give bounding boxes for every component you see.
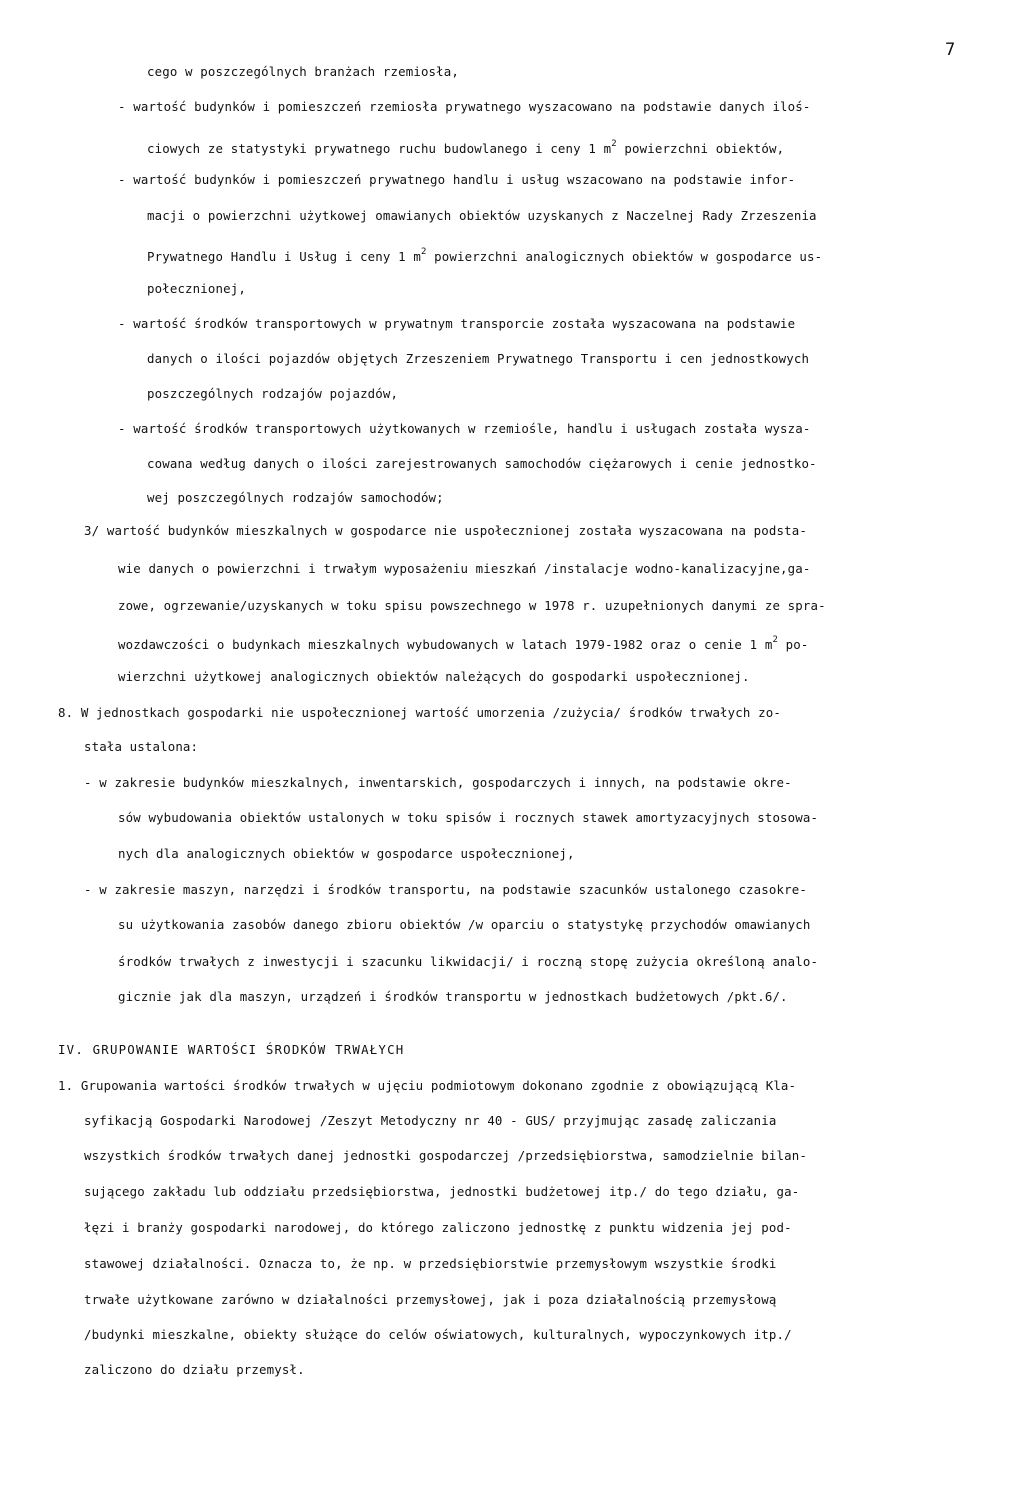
text-line: - w zakresie maszyn, narzędzi i środków transportu, na podstawie szacunków ustalonego czasokre- xyxy=(84,882,807,897)
text-line: /budynki mieszkalne, obiekty służące do celów oświatowych, kulturalnych, wypoczynkowych itp./ xyxy=(84,1327,792,1342)
text-line: Prywatnego Handlu i Usług i ceny 1 $m^2$ powierzchni analogicznych obiektów w gospodarce us- xyxy=(147,247,823,264)
text-line: ciowych ze statystyki prywatnego ruchu budowlanego i ceny 1 $m^2$ powierzchni obiektów, xyxy=(147,139,785,156)
text-line: - wartość budynków i pomieszczeń rzemiosła prywatnego wyszacowano na podstawie danych iloś- xyxy=(118,99,811,114)
text-line: - wartość budynków i pomieszczeń prywatnego handlu i usług wszacowano na podstawie infor- xyxy=(118,172,796,187)
text-line: zaliczono do działu przemysł. xyxy=(84,1362,305,1377)
text-line: poszczególnych rodzajów pojazdów, xyxy=(147,386,399,401)
text-line: sującego zakładu lub oddziału przedsiębiorstwa, jednostki budżetowej itp./ do tego działu, ga- xyxy=(84,1184,800,1199)
text-line: cego w poszczególnych branżach rzemiosła, xyxy=(147,64,460,79)
text-line: macji o powierzchni użytkowej omawianych obiektów uzyskanych z Naczelnej Rady Zrzeszenia xyxy=(147,208,817,223)
text-line: wozdawczości o budynkach mieszkalnych wybudowanych w latach 1979-1982 oraz o cenie 1 $m^2$ po- xyxy=(118,635,809,652)
text-line: 1. Grupowania wartości środków trwałych w ujęciu podmiotowym dokonano zgodnie z obowiązującą Kla- xyxy=(58,1078,797,1093)
text-line: połecznionej, xyxy=(147,281,246,296)
text-line: łęzi i branży gospodarki narodowej, do którego zaliczono jednostkę z punktu widzenia jej pod- xyxy=(84,1220,792,1235)
text-line: cowana według danych o ilości zarejestrowanych samochodów ciężarowych i cenie jednostko- xyxy=(147,456,817,471)
text-line: syfikacją Gospodarki Narodowej /Zeszyt Metodyczny nr 40 - GUS/ przyjmując zasadę zaliczania xyxy=(84,1113,777,1128)
text-line: stawowej działalności. Oznacza to, że np. w przedsiębiorstwie przemysłowym wszystkie środki xyxy=(84,1256,777,1271)
text-line: nych dla analogicznych obiektów w gospodarce uspołecznionej, xyxy=(118,846,575,861)
text-line: wierzchni użytkowej analogicznych obiektów należących do gospodarki uspołecznionej. xyxy=(118,669,750,684)
text-line: stała ustalona: xyxy=(84,739,199,754)
text-line: 3/ wartość budynków mieszkalnych w gospodarce nie uspołecznionej została wyszacowana na podsta- xyxy=(84,523,807,538)
text-line: danych o ilości pojazdów objętych Zrzeszeniem Prywatnego Transportu i cen jednostkowych xyxy=(147,351,810,366)
text-line: - wartość środków transportowych użytkowanych w rzemiośle, handlu i usługach została wysza- xyxy=(118,421,811,436)
text-line: gicznie jak dla maszyn, urządzeń i środków transportu w jednostkach budżetowych /pkt.6/. xyxy=(118,989,788,1004)
text-line: su użytkowania zasobów danego zbioru obiektów /w oparciu o statystykę przychodów omawianych xyxy=(118,917,811,932)
text-line: - wartość środków transportowych w prywatnym transporcie została wyszacowana na podstawie xyxy=(118,316,796,331)
text-line: trwałe użytkowane zarówno w działalności przemysłowej, jak i poza działalnością przemysłową xyxy=(84,1292,777,1307)
text-line: środków trwałych z inwestycji i szacunku likwidacji/ i roczną stopę zużycia określoną analo- xyxy=(118,954,819,969)
text-line: zowe, ogrzewanie/uzyskanych w toku spisu powszechnego w 1978 r. uzupełnionych danymi ze spra- xyxy=(118,598,826,613)
text-line: wie danych o powierzchni i trwałym wyposażeniu mieszkań /instalacje wodno-kanalizacyjne,ga- xyxy=(118,561,811,576)
text-line: wej poszczególnych rodzajów samochodów; xyxy=(147,490,444,505)
page-number: 7 xyxy=(945,40,956,60)
section-heading: IV. GRUPOWANIE WARTOŚCI ŚRODKÓW TRWAŁYCH xyxy=(58,1042,405,1057)
text-line: - w zakresie budynków mieszkalnych, inwentarskich, gospodarczych i innych, na podstawie okre- xyxy=(84,775,792,790)
text-line: 8. W jednostkach gospodarki nie uspołecznionej wartość umorzenia /zużycia/ środków trwałych zo- xyxy=(58,705,781,720)
text-line: sów wybudowania obiektów ustalonych w toku spisów i rocznych stawek amortyzacyjnych stosowa- xyxy=(118,810,819,825)
text-line: wszystkich środków trwałych danej jednostki gospodarczej /przedsiębiorstwa, samodzielnie bilan- xyxy=(84,1148,807,1163)
